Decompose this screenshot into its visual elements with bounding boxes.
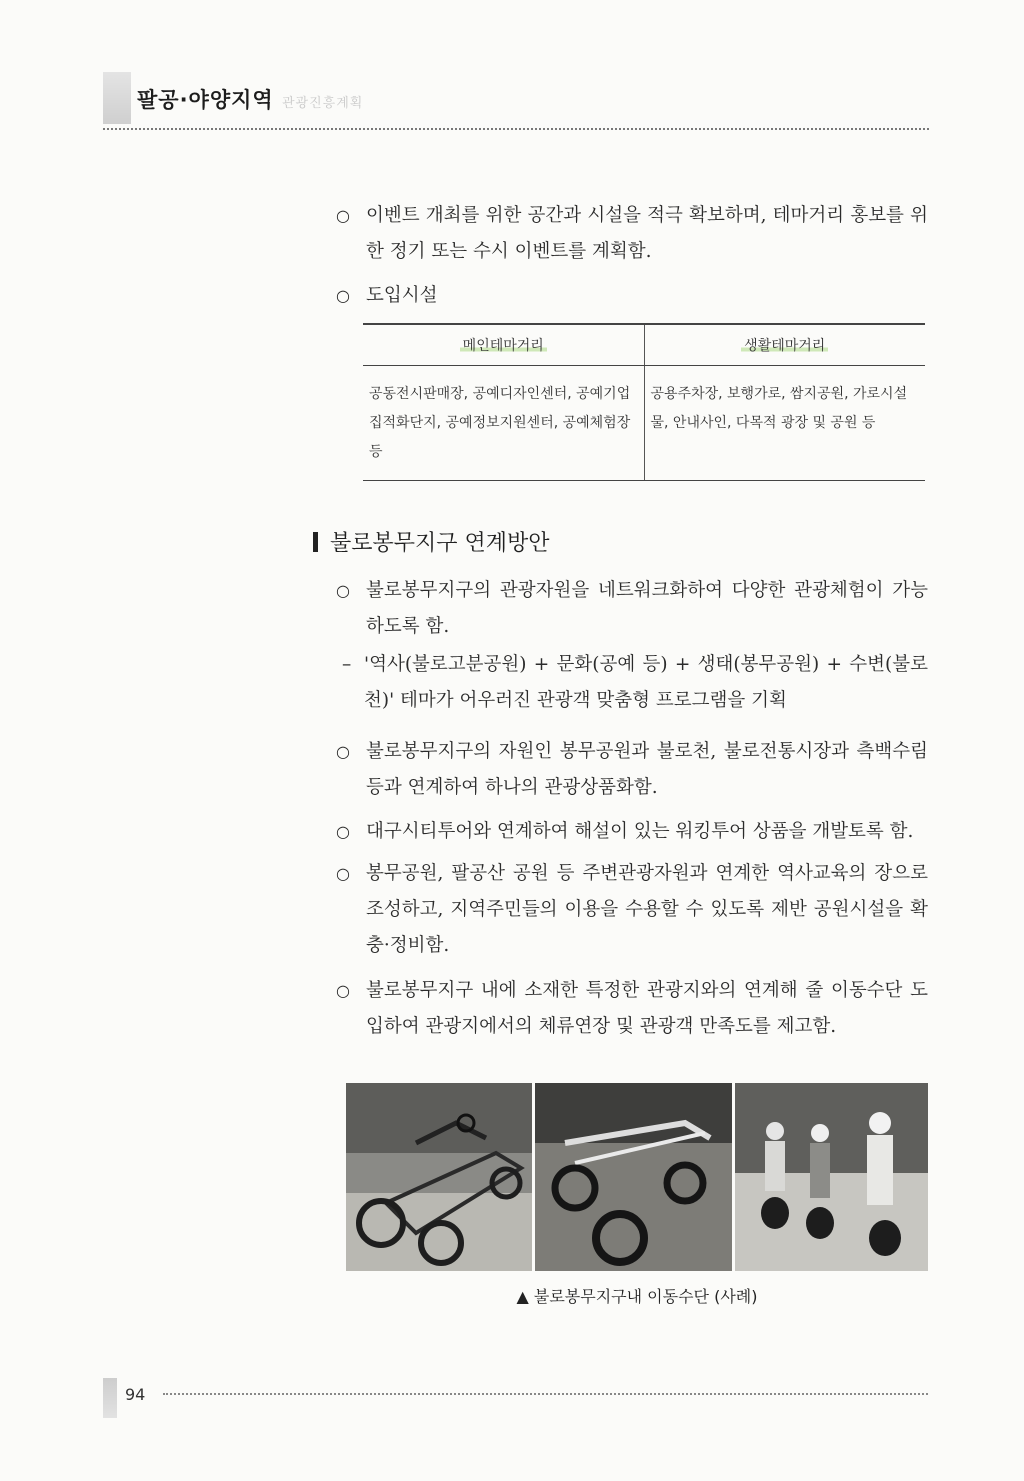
photo-segway bbox=[735, 1083, 928, 1271]
page-number: 94 bbox=[125, 1385, 146, 1404]
transport-photos bbox=[346, 1083, 928, 1271]
table-header-living-theme: 생활테마거리 bbox=[644, 324, 925, 366]
header-subtitle: 관광진흥계획 bbox=[282, 96, 364, 111]
bullet-icon: ○ bbox=[336, 822, 350, 841]
bullet-icon: ○ bbox=[336, 206, 350, 225]
table-cell-main-theme: 공동전시판매장, 공예디자인센터, 공예기업집적화단지, 공예정보지원센터, 공예체험장 등 bbox=[363, 366, 644, 481]
intro-bullet-1 bbox=[336, 198, 928, 270]
section-text-2: 불로봉무지구의 자원인 봉무공원과 불로천, 불로전통시장과 측백수림 등과 연계하여 하나의 관광상품화함. bbox=[366, 741, 928, 798]
figure-caption: ▲ 불로봉무지구내 이동수단 (사례) bbox=[516, 1287, 758, 1306]
section-heading-text: 불로봉무지구 연계방안 bbox=[330, 531, 550, 556]
dash-icon: – bbox=[342, 654, 352, 675]
intro-bullet-2 bbox=[336, 278, 928, 314]
pedal-car-icon bbox=[346, 1083, 532, 1271]
footer-tab bbox=[103, 1378, 117, 1418]
header-divider bbox=[103, 128, 929, 130]
section-subtext-1: '역사(불로고분공원) + 문화(공예 등) + 생태(봉무공원) + 수변(불로천)' 테마가 어우러진 관광객 맞춤형 프로그램을 기획 bbox=[364, 654, 928, 711]
section-bullet-2 bbox=[336, 734, 928, 806]
section-bullet-3 bbox=[336, 814, 928, 850]
section-bullet-5 bbox=[336, 973, 928, 1045]
section-text-1: 불로봉무지구의 관광자원을 네트워크화하여 다양한 관광체험이 가능하도록 함. bbox=[366, 580, 928, 637]
bullet-icon: ○ bbox=[336, 581, 350, 600]
sub-item bbox=[342, 647, 928, 719]
section-heading bbox=[313, 526, 550, 557]
bullet-icon: ○ bbox=[336, 286, 350, 305]
header-tab bbox=[103, 72, 131, 124]
table-header-main-theme: 메인테마거리 bbox=[363, 324, 644, 366]
header-title: 팔공·야양지역 bbox=[137, 88, 274, 112]
intro-text-1: 이벤트 개최를 위한 공간과 시설을 적극 확보하며, 테마거리 홍보를 위한 정기 또는 수시 이벤트를 계획함. bbox=[366, 205, 928, 262]
table-cell-living-theme: 공용주차장, 보행가로, 쌈지공원, 가로시설물, 안내사인, 다목적 광장 및 공원 등 bbox=[644, 366, 925, 481]
section-bullet-4 bbox=[336, 856, 928, 964]
photo-bike-cart bbox=[535, 1083, 732, 1271]
section-text-5: 불로봉무지구 내에 소재한 특정한 관광지와의 연계해 줄 이동수단 도입하여 관광지에서의 체류연장 및 관광객 만족도를 제고함. bbox=[366, 980, 928, 1037]
segway-icon bbox=[735, 1083, 928, 1271]
section-text-4: 봉무공원, 팔공산 공원 등 주변관광자원과 연계한 역사교육의 장으로 조성하고, 지역주민들의 이용을 수용할 수 있도록 제반 공원시설을 확충·정비함. bbox=[366, 863, 928, 956]
bullet-icon: ○ bbox=[336, 864, 350, 883]
intro-text-2: 도입시설 bbox=[366, 285, 438, 306]
bullet-icon: ○ bbox=[336, 981, 350, 1000]
section-bar-icon bbox=[313, 532, 318, 552]
facilities-table bbox=[363, 323, 925, 481]
footer-divider bbox=[163, 1393, 928, 1395]
section-bullet-1 bbox=[336, 573, 928, 719]
bike-cart-icon bbox=[535, 1083, 732, 1271]
bullet-icon: ○ bbox=[336, 742, 350, 761]
section-text-3: 대구시티투어와 연계하여 해설이 있는 워킹투어 상품을 개발토록 함. bbox=[366, 821, 914, 842]
photo-pedal-car bbox=[346, 1083, 532, 1271]
